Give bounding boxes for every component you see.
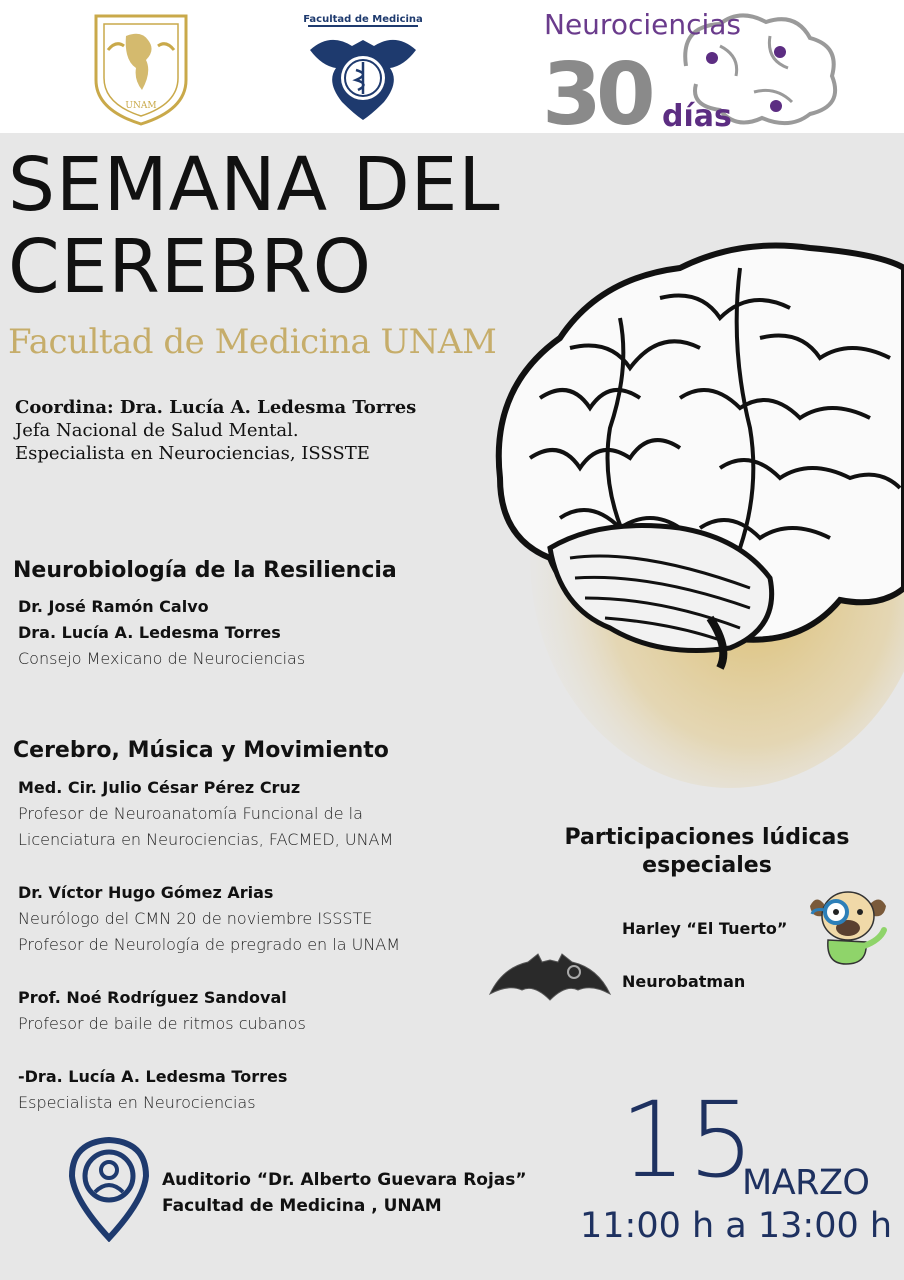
- svg-text:días: días: [662, 99, 732, 132]
- section2-speaker-4-name: -Dra. Lucía A. Ledesma Torres: [18, 1067, 288, 1086]
- brain-illustration: [480, 228, 904, 792]
- section2-speaker-1-line1: Profesor de Neuroanatomía Funcional de la: [18, 804, 363, 823]
- section1-affiliation: Consejo Mexicano de Neurociencias: [18, 649, 306, 668]
- location-pin-icon: [66, 1136, 152, 1242]
- coordinator-role-1: Jefa Nacional de Salud Mental.: [15, 420, 299, 441]
- subtitle: Facultad de Medicina UNAM: [8, 322, 497, 362]
- section2-speaker-4-line1: Especialista en Neurociencias: [18, 1093, 256, 1112]
- participation-neurobatman: Neurobatman: [622, 972, 746, 991]
- coordinator-role-2: Especialista en Neurociencias, ISSSTE: [15, 443, 370, 464]
- section2-speaker-2-name: Dr. Víctor Hugo Gómez Arias: [18, 883, 274, 902]
- section1-speaker-2: Dra. Lucía A. Ledesma Torres: [18, 623, 281, 642]
- page-title-line2: CEREBRO: [8, 224, 373, 310]
- section2-speaker-3-line1: Profesor de baile de ritmos cubanos: [18, 1014, 306, 1033]
- section2-speaker-3-name: Prof. Noé Rodríguez Sandoval: [18, 988, 287, 1007]
- bat-emblem-icon: [488, 950, 612, 1004]
- section2-speaker-2-line2: Profesor de Neurología de pregrado en la UNAM: [18, 935, 401, 954]
- participation-harley: Harley “El Tuerto”: [622, 919, 788, 938]
- unam-crest-logo: [86, 10, 196, 128]
- section1-title: Neurobiología de la Resiliencia: [13, 558, 397, 583]
- section2-speaker-1-line2: Licenciatura en Neurociencias, FACMED, UNAM: [18, 830, 394, 849]
- date-day: 15: [620, 1079, 757, 1201]
- section1-speaker-1: Dr. José Ramón Calvo: [18, 597, 209, 616]
- section2-speaker-1-name: Med. Cir. Julio César Pérez Cruz: [18, 778, 301, 797]
- dog-character-icon: [806, 884, 890, 968]
- date-time: 11:00 h a 13:00 h: [580, 1206, 893, 1246]
- page-title-line1: SEMANA DEL: [8, 142, 501, 228]
- svg-text:Facultad de Medicina: Facultad de Medicina: [303, 14, 423, 25]
- participations-title: Participaciones lúdicas especiales: [564, 825, 850, 878]
- neurociencias-30-dias-logo: [540, 6, 850, 132]
- coordinator-block: [15, 396, 416, 465]
- facmed-logo: [300, 10, 426, 128]
- venue-line-2: Facultad de Medicina , UNAM: [162, 1196, 442, 1216]
- svg-text:Neurociencias: Neurociencias: [544, 8, 742, 41]
- svg-text:30: 30: [542, 45, 650, 132]
- coordinator-name: Coordina: Dra. Lucía A. Ledesma Torres: [15, 397, 417, 418]
- svg-text:UNAM: UNAM: [125, 101, 157, 111]
- section2-title: Cerebro, Música y Movimiento: [13, 738, 389, 763]
- section2-speaker-2-line1: Neurólogo del CMN 20 de noviembre ISSSTE: [18, 909, 373, 928]
- venue-line-1: Auditorio “Dr. Alberto Guevara Rojas”: [162, 1170, 527, 1190]
- date-month: MARZO: [742, 1163, 870, 1203]
